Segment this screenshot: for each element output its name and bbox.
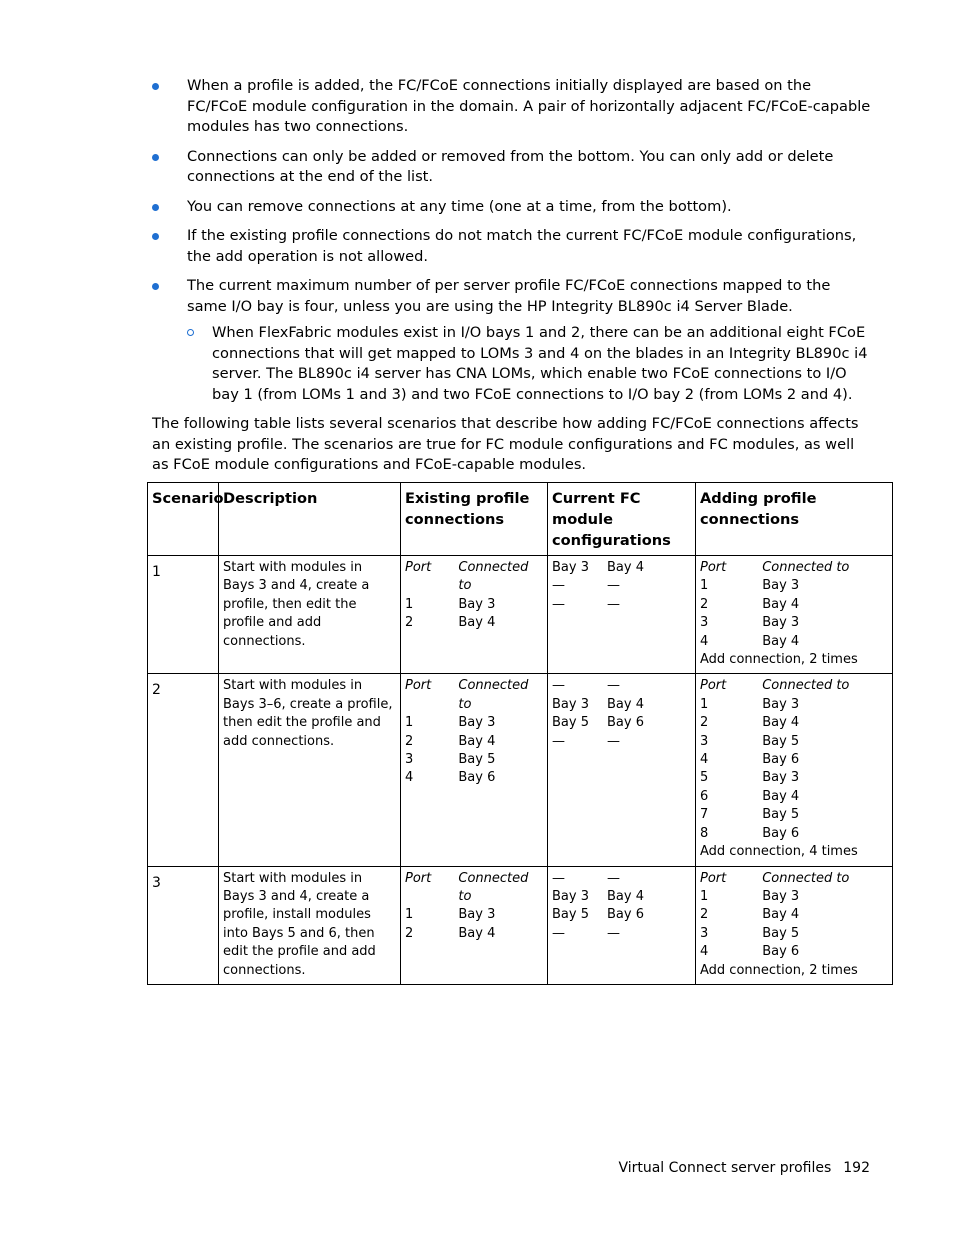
connection-cell: 4 [700, 944, 709, 960]
connection-row [700, 751, 858, 769]
connection-cell: Bay 4 [762, 596, 800, 612]
add-connection-note: Add connection, 2 times [700, 962, 858, 978]
connection-list [552, 559, 691, 614]
header-scenario: Scenario [148, 483, 219, 556]
connection-header-row [700, 870, 858, 888]
connection-cell: Bay 6 [606, 907, 644, 923]
description-cell: Start with modules in Bays 3–6, create a profile, then edit the profile and add connections. [219, 674, 401, 866]
add-connection-note: Add connection, 4 times [700, 844, 858, 860]
connection-cell: 2 [405, 925, 414, 941]
connection-cell: Bay 6 [762, 825, 800, 841]
table-body [148, 556, 893, 985]
connection-cell: Bay 3 [762, 696, 800, 712]
hollow-circle-bullet-icon [187, 329, 194, 336]
connection-row [700, 633, 858, 651]
connection-note-row [700, 651, 858, 669]
connection-cell: Bay 3 [762, 888, 800, 904]
connection-cell: 7 [700, 807, 709, 823]
connection-cell: Bay 4 [606, 560, 644, 575]
connection-list [700, 559, 858, 669]
existing-connections-cell [401, 674, 548, 866]
connection-cell: Bay 6 [458, 770, 496, 786]
bullet-dot-icon [152, 154, 159, 161]
connection-cell: — [552, 678, 565, 694]
connection-cell: Bay 4 [762, 715, 800, 731]
connection-cell: 2 [700, 715, 709, 731]
connection-cell: 6 [700, 788, 709, 804]
connection-cell: — [606, 596, 620, 612]
port-header: Port [700, 560, 727, 575]
bullet-item: If the existing profile connections do not match the current FC/FCoE module configurations, the add operation is not allowed. [152, 226, 872, 267]
table-intro-paragraph: The following table lists several scenarios that describe how adding FC/FCoE connections affects an existing profile. The scenarios are true for FC module configurations and FC modules, as well as FCoE module configurations and FCoE-capable modules. [152, 415, 859, 473]
connection-row [552, 733, 691, 751]
connection-header-row [405, 559, 543, 596]
connection-cell: Bay 4 [762, 907, 800, 923]
connection-cell: Bay 5 [552, 907, 589, 923]
bullet-item: When a profile is added, the FC/FCoE connections initially displayed are based on the FC/FCoE module configuration in the domain. A pair of horizontally adjacent FC/FCoE-capable modules has two connections. [152, 76, 872, 138]
bullet-dot-icon [152, 204, 159, 211]
current-fc-config-cell [548, 866, 696, 984]
connection-note-row [700, 843, 858, 861]
connection-cell: Bay 4 [606, 696, 644, 712]
connection-cell: — [606, 733, 620, 749]
current-fc-config-cell [548, 556, 696, 674]
page-footer [618, 1158, 870, 1178]
connection-cell: Bay 3 [762, 770, 800, 786]
connection-list [405, 677, 543, 787]
connection-header-row [700, 559, 858, 577]
connection-cell: Bay 4 [458, 733, 496, 749]
connected-to-header: Connected to [458, 560, 529, 594]
connection-cell: 2 [405, 733, 414, 749]
connection-cell: 2 [700, 907, 709, 923]
connected-to-header: Connected to [762, 870, 850, 886]
connection-row [700, 733, 858, 751]
connection-cell: Bay 6 [762, 752, 800, 768]
connection-row [700, 888, 858, 906]
port-header: Port [405, 560, 432, 575]
connection-cell: — [552, 925, 565, 941]
connection-cell: Bay 6 [606, 715, 644, 731]
connection-cell: 5 [700, 770, 709, 786]
connection-cell: Bay 4 [458, 925, 496, 941]
connection-cell: Bay 5 [458, 752, 496, 768]
scenario-cell: 3 [148, 866, 219, 984]
connection-row [552, 888, 691, 906]
connection-row [552, 677, 691, 695]
connection-list [552, 870, 691, 944]
connection-list [405, 559, 543, 633]
connection-row [700, 614, 858, 632]
connection-row [700, 943, 858, 961]
connection-row [405, 733, 543, 751]
connection-cell: — [606, 870, 620, 886]
connection-cell: — [552, 733, 565, 749]
connection-cell: 1 [700, 888, 709, 904]
connection-row [700, 696, 858, 714]
header-description: Description [219, 483, 401, 556]
connection-cell: 4 [700, 752, 709, 768]
connection-cell: — [552, 870, 565, 886]
description-cell: Start with modules in Bays 3 and 4, create a profile, then edit the profile and add connections. [219, 556, 401, 674]
connection-cell: 2 [405, 615, 414, 631]
connection-cell: Bay 3 [552, 888, 589, 904]
connection-row [700, 825, 858, 843]
port-header: Port [405, 870, 432, 886]
connection-list [700, 677, 858, 861]
connection-row [405, 614, 543, 632]
connection-cell: 1 [405, 596, 414, 612]
adding-connections-cell [696, 674, 893, 866]
header-current-fc-config: Current FC module configurations [548, 483, 696, 556]
connection-row [405, 596, 543, 614]
connection-row [552, 696, 691, 714]
connection-row [700, 788, 858, 806]
connection-cell: — [606, 678, 620, 694]
connection-list [405, 870, 543, 944]
connection-cell: Bay 5 [762, 807, 800, 823]
connection-cell: Bay 3 [762, 578, 800, 594]
connection-cell: Bay 6 [762, 944, 800, 960]
connection-row [700, 925, 858, 943]
connection-cell: Bay 4 [762, 633, 800, 649]
connection-cell: 1 [700, 578, 709, 594]
connection-cell: Bay 3 [458, 596, 496, 612]
connection-cell: 3 [700, 615, 709, 631]
connection-cell: 4 [700, 633, 709, 649]
connection-row [552, 870, 691, 888]
connection-row [700, 806, 858, 824]
connected-to-header: Connected to [762, 560, 850, 575]
connection-row [552, 714, 691, 732]
connection-cell: 1 [405, 715, 414, 731]
adding-connections-cell [696, 866, 893, 984]
connection-row [405, 906, 543, 924]
connection-row [552, 925, 691, 943]
connection-cell: Bay 3 [552, 696, 589, 712]
connection-cell: Bay 5 [762, 925, 800, 941]
bullet-dot-icon [152, 233, 159, 240]
bullet-list [152, 76, 872, 405]
connection-row [700, 769, 858, 787]
connection-cell: — [606, 578, 620, 594]
bullet-dot-icon [152, 83, 159, 90]
port-header: Port [405, 678, 432, 694]
port-header: Port [700, 678, 727, 694]
table-row [148, 866, 893, 984]
page-body [152, 76, 872, 476]
existing-connections-cell [401, 866, 548, 984]
add-connection-note: Add connection, 2 times [700, 652, 858, 668]
bullet-dot-icon [152, 283, 159, 290]
connection-cell: 3 [700, 733, 709, 749]
existing-connections-cell [401, 556, 548, 674]
connection-cell: — [606, 925, 620, 941]
bullet-item: Connections can only be added or removed from the bottom. You can only add or delete connections at the end of the list. [152, 147, 872, 188]
sub-bullet-item: When FlexFabric modules exist in I/O bays 1 and 2, there can be an additional eight FCoE connections that will get mapped to LOMs 3 and 4 on the blades in an Integrity BL890c i4 server. The BL890c i4 server has CNA LOMs, which enable two FCoE connections to I/O bay 1 (from LOMs 1 and 3) and two FCoE connections to I/O bay 2 (from LOMs 2 and 4). [187, 323, 872, 405]
table-row [148, 674, 893, 866]
header-adding-connections: Adding profile connections [696, 483, 893, 556]
connection-cell: Bay 4 [458, 615, 496, 631]
connection-cell: 8 [700, 825, 709, 841]
connection-list [552, 677, 691, 751]
page-number: 192 [843, 1160, 870, 1176]
sub-bullet-list [187, 323, 872, 405]
header-existing-connections: Existing profile connections [401, 483, 548, 556]
connection-header-row [405, 870, 543, 907]
connection-row [700, 596, 858, 614]
connection-row [405, 925, 543, 943]
connected-to-header: Connected to [458, 870, 529, 904]
connection-list [700, 870, 858, 980]
connection-header-row [405, 677, 543, 714]
connection-cell: Bay 4 [762, 788, 800, 804]
connection-row [405, 751, 543, 769]
connection-cell: Bay 5 [552, 715, 589, 731]
connection-row [405, 714, 543, 732]
port-header: Port [700, 870, 727, 886]
connection-row [700, 577, 858, 595]
connection-cell: 3 [700, 925, 709, 941]
scenario-cell: 2 [148, 674, 219, 866]
footer-section-title: Virtual Connect server profiles [618, 1160, 832, 1176]
connection-row [405, 769, 543, 787]
current-fc-config-cell [548, 674, 696, 866]
connection-cell: — [552, 596, 565, 612]
connection-cell: Bay 3 [458, 715, 496, 731]
connection-cell: Bay 4 [606, 888, 644, 904]
connection-row [700, 714, 858, 732]
scenario-table [147, 482, 893, 985]
description-cell: Start with modules in Bays 3 and 4, create a profile, install modules into Bays 5 and 6, then edit the profile and add connections. [219, 866, 401, 984]
connection-cell: 1 [405, 907, 414, 923]
connection-cell: Bay 3 [552, 560, 589, 575]
connection-cell: Bay 3 [458, 907, 496, 923]
bullet-item: The current maximum number of per server profile FC/FCoE connections mapped to the same I/O bay is four, unless you are using the HP Integrity BL890c i4 Server Blade. When FlexFabric modules exist in I/O bays 1 and 2, there can be an additional eight FCoE connections that will get mapped to LOMs 3 and 4 on the blades in an Integrity BL890c i4 server. The BL890c i4 server has CNA LOMs, which enable two FCoE connections to I/O bay 1 (from LOMs 1 and 3) and two FCoE connections to I/O bay 2 (from LOMs 2 and 4). [152, 276, 872, 405]
connection-row [700, 906, 858, 924]
connection-cell: 2 [700, 596, 709, 612]
connection-row [552, 596, 691, 614]
scenario-cell: 1 [148, 556, 219, 674]
connection-cell: 4 [405, 770, 414, 786]
connection-note-row [700, 962, 858, 980]
connection-cell: Bay 3 [762, 615, 800, 631]
adding-connections-cell [696, 556, 893, 674]
connection-row [552, 559, 691, 577]
table-header-row [148, 483, 893, 556]
connected-to-header: Connected to [762, 678, 850, 694]
bullet-item: You can remove connections at any time (one at a time, from the bottom). [152, 197, 872, 218]
connection-row [552, 906, 691, 924]
connection-row [552, 577, 691, 595]
connection-header-row [700, 677, 858, 695]
connection-cell: Bay 5 [762, 733, 800, 749]
connection-cell: — [552, 578, 565, 594]
connection-cell: 3 [405, 752, 414, 768]
table-row [148, 556, 893, 674]
connected-to-header: Connected to [458, 678, 529, 712]
connection-cell: 1 [700, 696, 709, 712]
